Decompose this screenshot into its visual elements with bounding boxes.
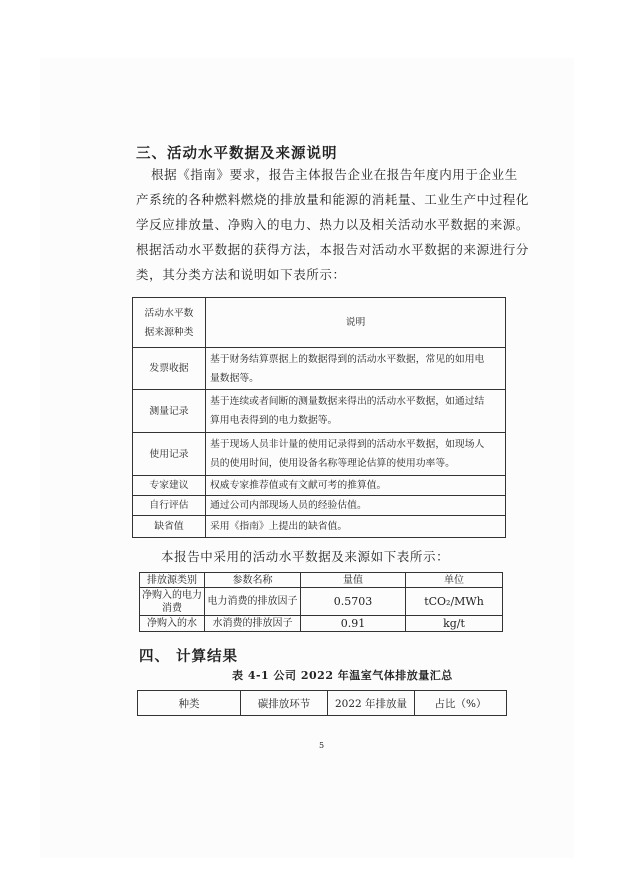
paragraph-line-2: 产系统的各种燃料燃烧的排放量和能源的消耗量、工业生产中过程化 [136,192,530,207]
row-description-line1: 基于现场人员非计量的使用记录得到的活动水平数据，如现场人 [210,439,485,450]
row-type: 自行评估 [133,496,206,516]
row-type: 发票收据 [133,348,206,390]
table-header-row [140,573,503,588]
row-type: 使用记录 [133,433,206,476]
header-percentage: 占比（%） [415,691,507,716]
row-description-line2: 员的使用时间，使用设备名称等理论估算的使用功率等。 [210,458,455,469]
table-row [140,616,503,632]
header-source-type-line2: 据来源种类 [144,326,194,338]
row-description [206,348,506,390]
row-param: 水消费的排放因子 [205,616,301,632]
header-source-category: 排放源类别 [140,573,205,588]
row-type: 缺省值 [133,516,206,538]
header-emission-stage: 碳排放环节 [241,691,328,716]
row-description: 采用《指南》上提出的缺省值。 [206,516,506,538]
section-4-heading: 四、 计算结果 [139,648,239,665]
header-2022-emissions: 2022 年排放量 [328,691,415,716]
row-source-line1: 净购入的电力 [142,589,202,601]
table-header-row [133,298,506,348]
table-header-row [138,691,507,716]
table-row [133,496,506,516]
row-description [206,390,506,433]
header-source-type [133,298,206,348]
row-description-line2: 算用电表得到的电力数据等。 [210,415,338,426]
row-source-line2: 消费 [162,602,182,614]
row-unit: kg/t [406,616,503,632]
table-row [140,588,503,616]
row-description: 通过公司内部现场人员的经验估值。 [206,496,506,516]
paragraph-line-3: 学反应排放量、净购入的电力、热力以及相关活动水平数据的来源。 [136,217,530,232]
activity-data-table [139,572,503,632]
table2-intro: 本报告中采用的活动水平数据及来源如下表所示： [161,549,450,564]
header-value: 量值 [301,573,406,588]
table-row [133,476,506,496]
table-row [133,516,506,538]
table-4-1-caption: 表 4-1 公司 2022 年温室气体排放量汇总 [232,669,453,682]
section-3-heading: 三、活动水平数据及来源说明 [136,145,338,162]
row-value: 0.91 [301,616,406,632]
row-source: 净购入的水 [140,616,205,632]
row-type: 测量记录 [133,390,206,433]
paragraph-line-5: 类，其分类方法和说明如下表所示： [136,267,346,282]
header-source-type-line1: 活动水平数 [144,307,194,319]
paragraph-line-1: 根据《指南》要求，报告主体报告企业在报告年度内用于企业生 [151,167,518,182]
table-row [133,390,506,433]
table-row [133,433,506,476]
row-description: 权威专家推荐值或有文献可考的推算值。 [206,476,506,496]
row-source [140,588,205,616]
header-category: 种类 [138,691,241,716]
row-description-line1: 基于财务结算票据上的数据得到的活动水平数据，常见的如用电 [210,353,485,365]
row-type: 专家建议 [133,476,206,496]
row-param: 电力消费的排放因子 [205,588,301,616]
row-value: 0.5703 [301,588,406,616]
page-number: 5 [319,741,325,750]
row-description-line1: 基于连续或者间断的测量数据来得出的活动水平数据，如通过结 [210,396,485,407]
emission-summary-table [137,690,507,716]
row-description-line2: 量数据等。 [210,372,259,384]
row-unit: tCO₂/MWh [406,588,503,616]
header-param-name: 参数名称 [205,573,301,588]
row-description [206,433,506,476]
header-unit: 单位 [406,573,503,588]
paragraph-line-4: 根据活动水平数据的获得方法，本报告对活动水平数据的来源进行分 [136,242,530,257]
header-description: 说明 [206,298,506,348]
table-row [133,348,506,390]
data-source-table [132,297,506,538]
